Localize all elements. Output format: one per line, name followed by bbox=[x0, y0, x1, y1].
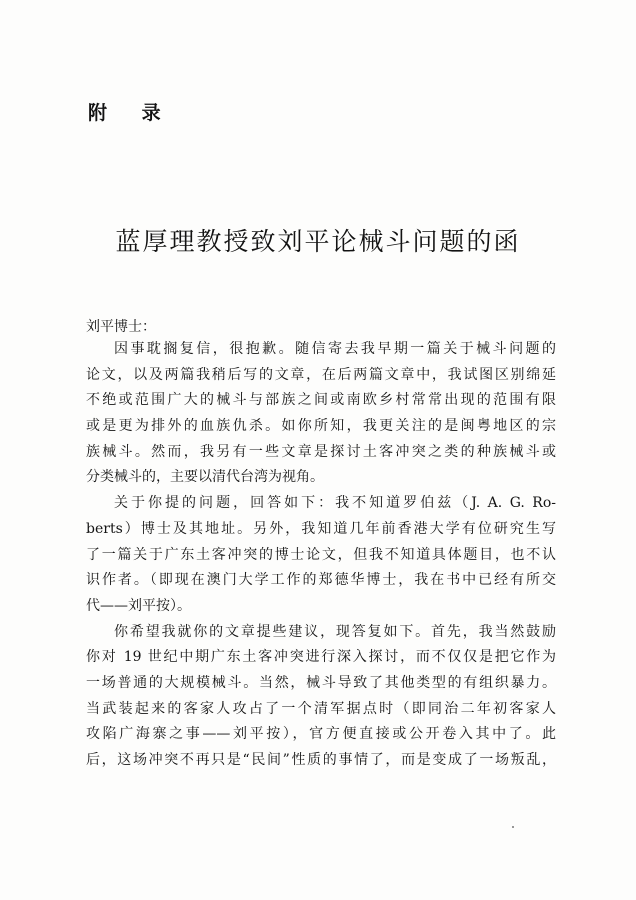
paragraph-2-line-1: 关于你提的问题，回答如下：我不知道罗伯兹（J. A. G. Ro- bbox=[114, 495, 556, 512]
paragraph-1-line-6: 分类械斗的，主要以清代台湾为视角。 bbox=[86, 469, 324, 486]
paragraph-3-line-6: 后，这场冲突不再只是“民间”性质的事情了，而是变成了一场叛乱， bbox=[86, 752, 556, 768]
paragraph-1-line-1: 因事耽搁复信，很抱歉。随信寄去我早期一篇关于械斗问题的 bbox=[114, 341, 556, 357]
scan-speck bbox=[512, 826, 514, 828]
paragraph-3-line-1: 你希望我就你的文章提些建议，现答复如下。首先，我当然鼓励 bbox=[114, 623, 556, 640]
paragraph-2-line-5: 代——刘平按）。 bbox=[86, 597, 191, 614]
paragraph-1-line-2: 论文，以及两篇我稍后写的文章，在后两篇文章中，我试图区别绵延 bbox=[86, 366, 556, 383]
letter-body bbox=[86, 337, 556, 774]
paragraph-2-line-2: berts）博士及其地址。另外，我知道几年前香港大学有位研究生写 bbox=[86, 520, 556, 537]
paragraph-1-line-5: 族械斗。然而，我另有一些文章是探讨土客冲突之类的种族械斗或 bbox=[86, 443, 556, 460]
appendix-heading: 附 录 bbox=[88, 102, 175, 124]
paragraph-3-line-5: 攻陷广海寨之事——刘平按），官方便直接或公开卷入其中了。此 bbox=[86, 726, 556, 743]
paragraph-3-line-4: 当武装起来的客家人攻占了一个清军据点时（即同治二年初客家人 bbox=[86, 700, 556, 717]
paragraph-3-line-2: 你对 19 世纪中期广东土客冲突进行深入探讨，而不仅仅是把它作为 bbox=[86, 649, 556, 666]
paragraph-1-line-3: 不绝或范围广大的械斗与部族之间或南欧乡村常常出现的范围有限 bbox=[86, 392, 556, 409]
paragraph-3-line-3: 一场普通的大规模械斗。当然，械斗导致了其他类型的有组织暴力。 bbox=[86, 674, 556, 691]
salutation: 刘平博士： bbox=[86, 319, 156, 335]
letter-title: 蓝厚理教授致刘平论械斗问题的函 bbox=[115, 227, 521, 256]
paragraph-2-line-3: 了一篇关于广东土客冲突的博士论文，但我不知道具体题目，也不认 bbox=[86, 546, 556, 563]
paragraph-1-line-4: 或是更为排外的血族仇杀。如你所知，我更关注的是闽粤地区的宗 bbox=[86, 418, 556, 435]
paragraph-2-line-4: 识作者。（即现在澳门大学工作的郑德华博士，我在书中已经有所交 bbox=[86, 572, 556, 589]
